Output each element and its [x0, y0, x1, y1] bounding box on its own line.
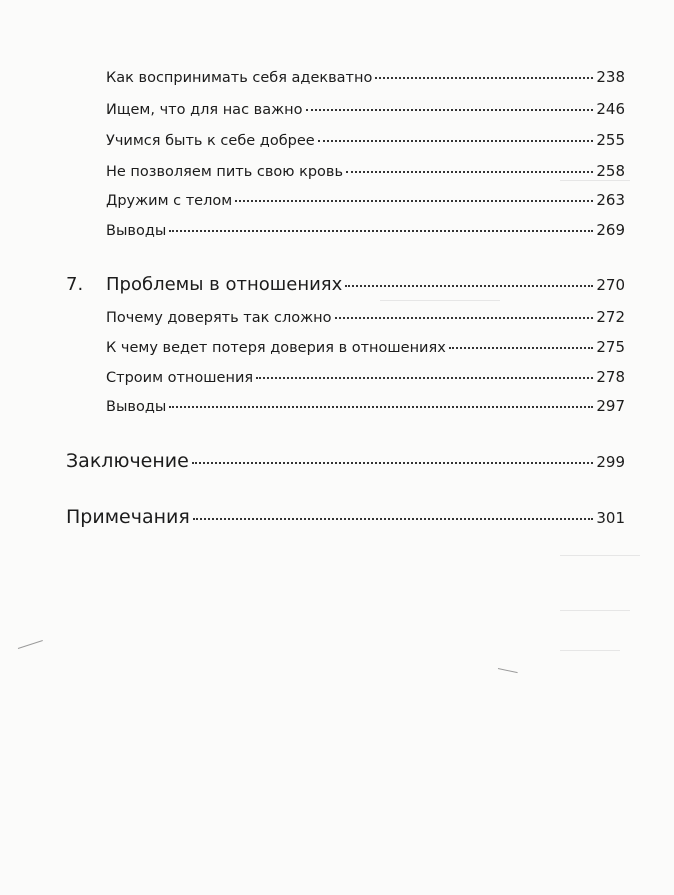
toc-entry-title: К чему ведет потеря доверия в отношениях [106, 340, 446, 356]
dot-leader [318, 140, 594, 142]
toc-entry-title: Выводы [106, 399, 167, 415]
toc-entry-title: Строим отношения [106, 370, 254, 386]
toc-entry-page: 238 [596, 68, 625, 86]
toc-entry[interactable] [106, 397, 625, 415]
toc-entry[interactable] [106, 100, 625, 118]
toc-entry-title: Дружим с телом [106, 193, 233, 209]
dot-leader [335, 317, 594, 319]
show-through-line [560, 180, 630, 181]
toc-major-entry[interactable] [66, 450, 625, 472]
toc-entry[interactable] [106, 162, 625, 180]
toc-entry-page: 258 [596, 162, 625, 180]
toc-entry-page: 246 [596, 100, 625, 118]
dot-leader [375, 77, 593, 79]
toc-entry-title: Не позволяем пить свою кровь [106, 164, 344, 180]
scratch-mark [498, 668, 518, 673]
toc-major-page: 301 [596, 509, 625, 527]
dot-leader [346, 171, 593, 173]
toc-entry-page: 269 [596, 221, 625, 239]
show-through-line [560, 610, 630, 611]
toc-major-entry[interactable] [66, 506, 625, 528]
toc-entry-title: Почему доверять так сложно [106, 310, 332, 326]
toc-entry[interactable] [106, 368, 625, 386]
toc-chapter-entry[interactable] [66, 274, 625, 295]
toc-major-page: 299 [596, 453, 625, 471]
dot-leader [193, 518, 594, 520]
dot-leader [345, 285, 593, 287]
toc-entry-title: Выводы [106, 223, 167, 239]
dot-leader [169, 230, 593, 232]
show-through-line [560, 650, 620, 651]
toc-entry[interactable] [106, 308, 625, 326]
dot-leader [306, 109, 594, 111]
scratch-mark [18, 640, 43, 649]
toc-entry[interactable] [106, 338, 625, 356]
dot-leader [169, 406, 593, 408]
toc-chapter-title: Проблемы в отношениях [106, 274, 343, 295]
toc-entry[interactable] [106, 68, 625, 86]
chapter-number: 7. [66, 274, 84, 295]
toc-entry-title: Учимся быть к себе добрее [106, 133, 315, 149]
toc-entry[interactable] [106, 131, 625, 149]
dot-leader [235, 200, 593, 202]
show-through-line [380, 300, 500, 301]
show-through-line [560, 555, 640, 556]
toc-entry-page: 278 [596, 368, 625, 386]
toc-entry-page: 272 [596, 308, 625, 326]
toc-entry[interactable] [106, 191, 625, 209]
dot-leader [192, 462, 594, 464]
toc-major-title: Примечания [66, 506, 190, 528]
toc-entry[interactable] [106, 221, 625, 239]
toc-entry-page: 275 [596, 338, 625, 356]
toc-major-title: Заключение [66, 450, 189, 472]
toc-entry-title: Ищем, что для нас важно [106, 102, 303, 118]
dot-leader [256, 377, 593, 379]
dot-leader [449, 347, 594, 349]
toc-entry-title: Как воспринимать себя адекватно [106, 70, 373, 86]
toc-entry-page: 263 [596, 191, 625, 209]
toc-entry-page: 255 [596, 131, 625, 149]
toc-entry-page: 297 [596, 397, 625, 415]
toc-chapter-page: 270 [596, 276, 625, 294]
